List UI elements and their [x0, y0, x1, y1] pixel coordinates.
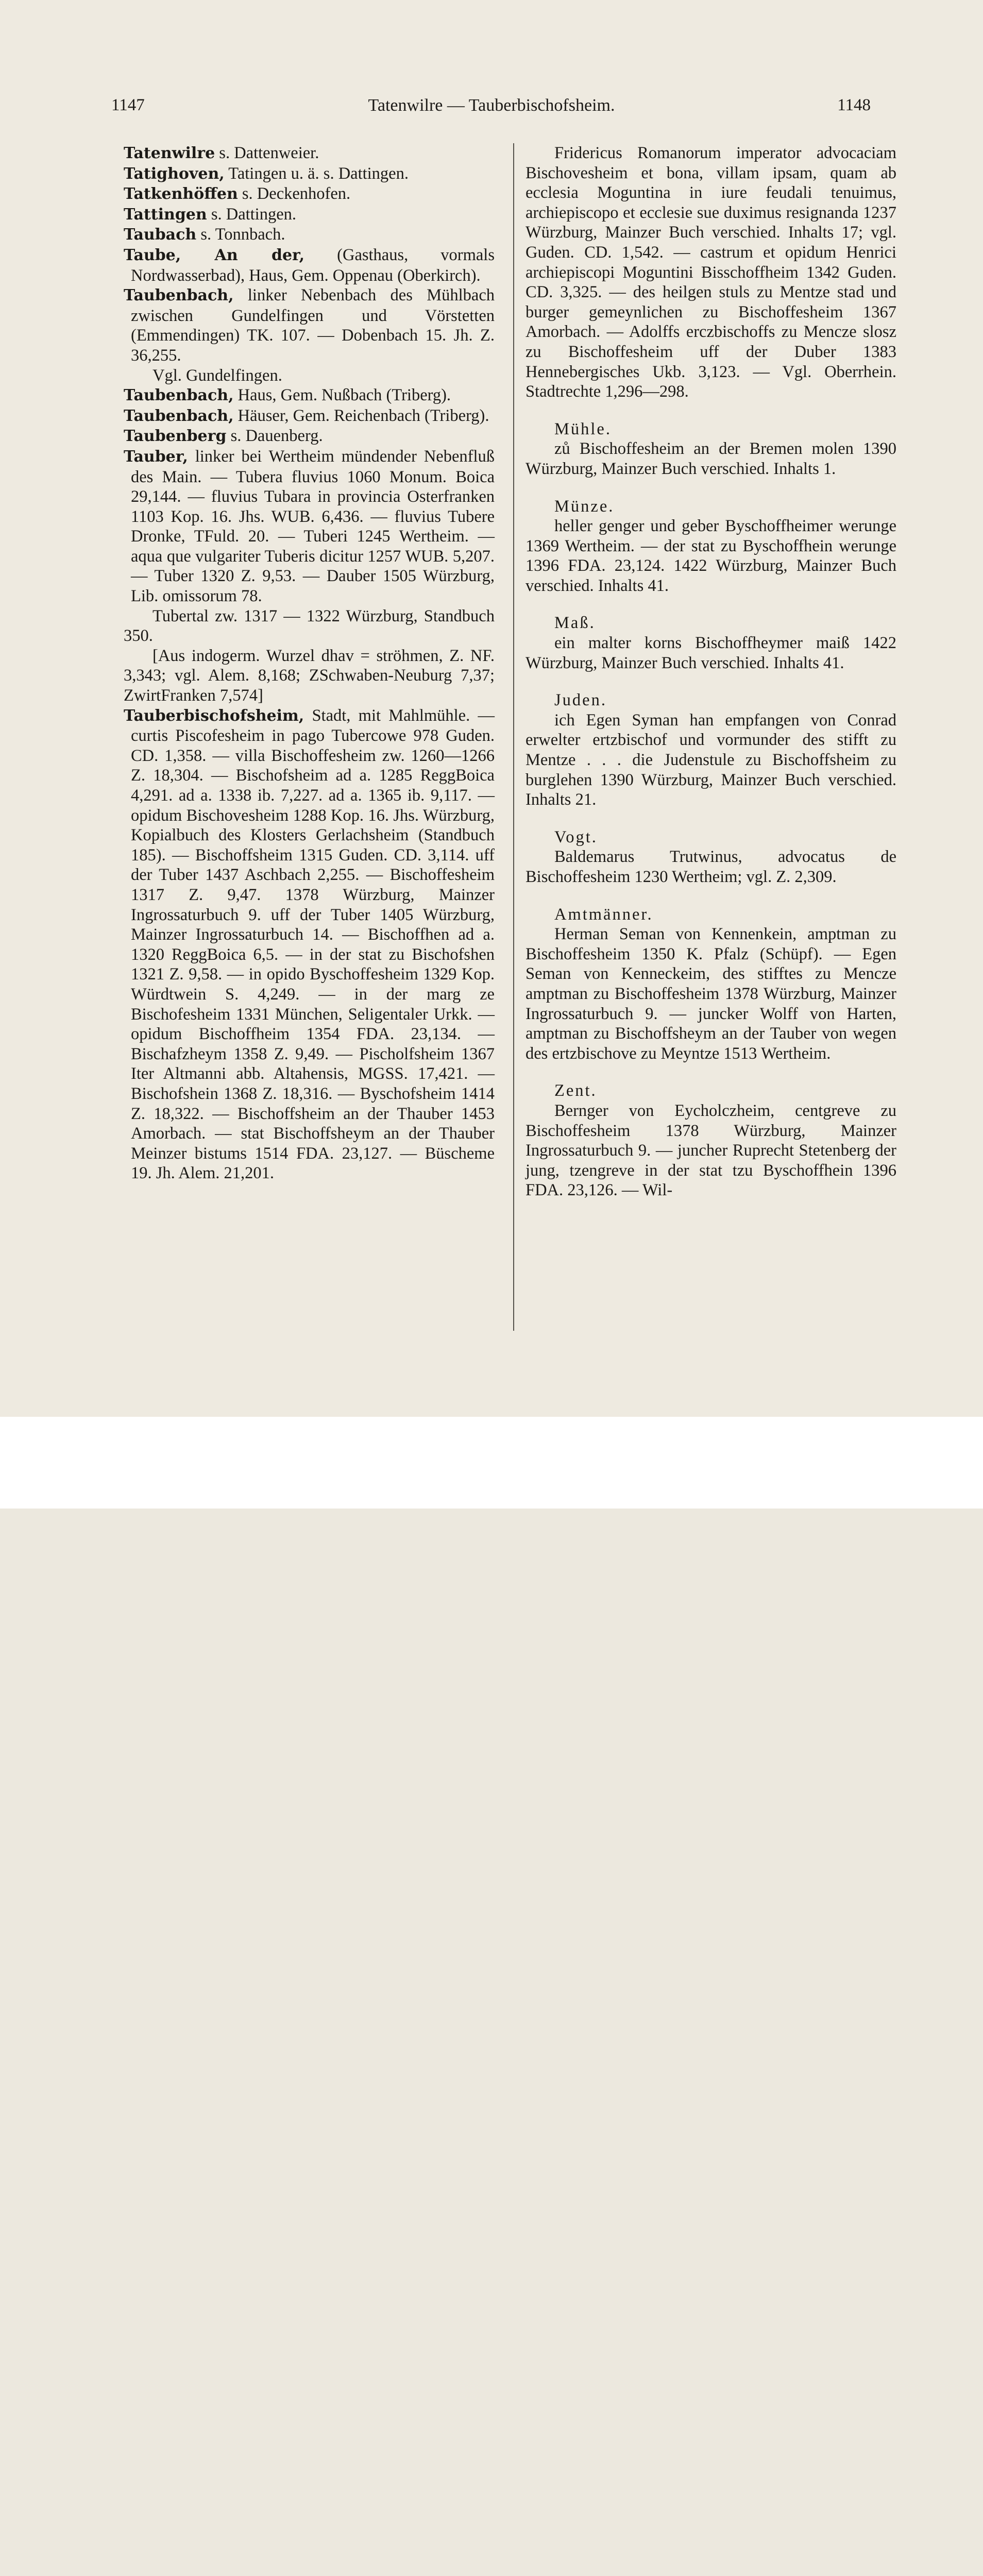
entry: Taubach s. Tonnbach. [124, 225, 285, 244]
entry: Tatkenhöffen s. Deckenhofen. [124, 184, 351, 204]
section-title: Vogt. [554, 827, 598, 846]
right-page-number: 1148 [837, 96, 871, 114]
right-column [526, 143, 896, 1200]
entry-paragraph: ich Egen Syman han empfangen von Conrad erwelter ertzbischof und vormunder des stifft zu Mentze . . . die Judenstule zu Bischoffsheim zu burglehen 1390 Würzburg, Mainzer Buch verschied. Inhalts 21. [526, 710, 896, 809]
viewer-footer [0, 1417, 983, 1509]
left-page-number: 1147 [111, 96, 145, 114]
entry: Tauberbischofsheim, Stadt, mit Mahlmühle. — curtis Piscofesheim in pago Tubercowe 978 Guden. CD. 1,358. — villa Bischoffesheim zw. 1260—1266 Z. 18,304. — Bischofsheim ad a. 1285 ReggBoica 4,291. ad a. 1338 ib. 7,227. ad a. 1365 ib. 9,117. — opidum Bischovesheim 1288 Kop. 16. Jhs. Würzburg, Kopialbuch des Klosters Gerlachsheim (Standbuch 185). — Bischoffsheim 1315 Guden. CD. 3,114. uff der Tuber 1437 Aschbach 2,255. — Bischoffesheim 1317 Z. 9,47. 1378 Würzburg, Mainzer Ingrossaturbuch 9. uff der Tuber 1405 Würzburg, Mainzer Ingrossaturbuch 14. — Bischoffhen ad a. 1320 ReggBoica 6,5. — in der stat zu Bischofshen 1321 Z. 9,58. — in opido Byschoffesheim 1329 Kop. Würdtwein S. 4,249. — in der marg ze Bischofesheim 1331 München, Seligentaler Urkk. — opidum Bischoffheim 1354 FDA. 23,134. — Bischafzheym 1358 Z. 9,49. — Pischolfsheim 1367 Iter Altmanni abb. Altahensis, MGSS. 17,421. — Bischofshein 1368 Z. 18,316. — Byschofsheim 1414 Z. 18,322. — Bischoffsheim an der Thauber 1453 Amorbach. — stat Bischoffsheym an der Thauber Meinzer bistums 1514 FDA. 23,127. — Büscheme 19. Jh. Alem. 21,201. [124, 706, 495, 1183]
entry-note: Tubertal zw. 1317 — 1322 Würzburg, Standbuch 350. [124, 606, 495, 646]
left-column [124, 143, 495, 1183]
entry-paragraph: Herman Seman von Kennenkein, amptman zu Bischoffesheim 1350 K. Pfalz (Schüpf). — Egen Seman von Kenneckeim, des stifftes zu Mencze amptman zu Bischoffesheim 1378 Würzburg, Mainzer Ingrossaturbuch 9. — juncker Wolff von Harten, amptman zu Bischoffsheym an der Tauber von wegen des ertzbischove zu Meyntze 1513 Wertheim. [526, 925, 896, 1063]
section-title: Amtmänner. [554, 905, 653, 924]
entry-paragraph: heller genger und geber Byschoffheimer werunge 1369 Wertheim. — der stat zu Byschoffhein werunge 1396 FDA. 23,124. 1422 Würzburg, Mainzer Buch verschied. Inhalts 41. [526, 517, 896, 595]
entry-paragraph: zů Bischoffesheim an der Bremen molen 1390 Würzburg, Mainzer Buch verschied. Inhalts 1. [526, 439, 896, 478]
entry: Tatighoven, Tatingen u. ä. s. Dattingen. [124, 164, 409, 183]
entry: Taubenbach, Häuser, Gem. Reichenbach (Triberg). [124, 406, 489, 425]
section-title: Maß. [554, 614, 596, 633]
entry-paragraph: Baldemarus Trutwinus, advocatus de Bischoffesheim 1230 Wertheim; vgl. Z. 2,309. [526, 848, 896, 886]
entry: Taubenberg s. Dauenberg. [124, 427, 323, 446]
entry: Taubenbach, linker Nebenbach des Mühlbach zwischen Gundelfingen und Vörstetten (Emmendingen) TK. 107. — Dobenbach 15. Jh. Z. 36,255. [124, 286, 495, 365]
entry-note: [Aus indogerm. Wurzel dhav = ströhmen, Z. NF. 3,343; vgl. Alem. 8,168; ZSchwaben-Neuburg 7,37; ZwirtFranken 7,574] [124, 646, 495, 705]
entry-paragraph: Fridericus Romanorum imperator advocaciam Bischovesheim et bona, villam ipsam, quam ab ecclesia Moguntina in iure feudali tenuimus, archiepiscopo et ecclesie sue duximus resignanda 1237 Würzburg, Mainzer Buch verschied. Inhalts 17; vgl. Guden. CD. 1,542. — castrum et opidum Henrici archiepiscopi Moguntini Bisschoffheim 1342 Guden. CD. 3,325. — des heilgen stuls zu Mentze stad und burger gemeynlichen zu Bischoffesheim 1367 Amorbach. — Adolffs erczbischoffs zu Mencze slosz zu Bischoffesheim uff der Duber 1383 Hennebergisches Ukb. 3,123. — Vgl. Oberrhein. Stadtrechte 1,296—298. [526, 144, 896, 401]
entry: Taube, An der, (Gasthaus, vormals Nordwasserbad), Haus, Gem. Oppenau (Oberkirch). [124, 245, 495, 285]
entry-paragraph: Bernger von Eycholczheim, centgreve zu Bischoffesheim 1378 Würzburg, Mainzer Ingrossaturbuch 9. — juncher Ruprecht Stetenberg der jung, tzengreve in der stat tzu Byschoffhein 1396 FDA. 23,126. — Wil- [526, 1101, 896, 1200]
section-title: Münze. [554, 497, 615, 516]
entry: Tauber, linker bei Wertheim mündender Nebenfluß des Main. — Tubera fluvius 1060 Monum. Boica 29,144. — fluvius Tubara in provincia Osterfranken 1103 Kop. 16. Jhs. WUB. 6,436. — fluvius Tubere Dronke, TFuld. 20. — Tuberi 1245 Wertheim. — aqua que vulgariter Tuberis dicitur 1257 WUB. 5,207. — Tuber 1320 Z. 9,53. — Dauber 1505 Würzburg, Lib. omissorum 78. [124, 447, 495, 606]
running-title: Tatenwilre — Tauberbischofsheim. [368, 96, 615, 115]
column-divider [513, 143, 514, 1331]
section-title: Zent. [554, 1081, 597, 1100]
entry-paragraph: ein malter korns Bischoffheymer maiß 1422 Würzburg, Mainzer Buch verschied. Inhalts 41. [526, 634, 896, 672]
entry: Tatenwilre s. Dattenweier. [124, 144, 319, 162]
entry: Tattingen s. Dattingen. [124, 205, 297, 224]
section-title: Juden. [554, 691, 607, 710]
entry: Taubenbach, Haus, Gem. Nußbach (Triberg). [124, 386, 451, 405]
entry-note: Vgl. Gundelfingen. [152, 366, 282, 385]
section-title: Mühle. [554, 419, 612, 438]
